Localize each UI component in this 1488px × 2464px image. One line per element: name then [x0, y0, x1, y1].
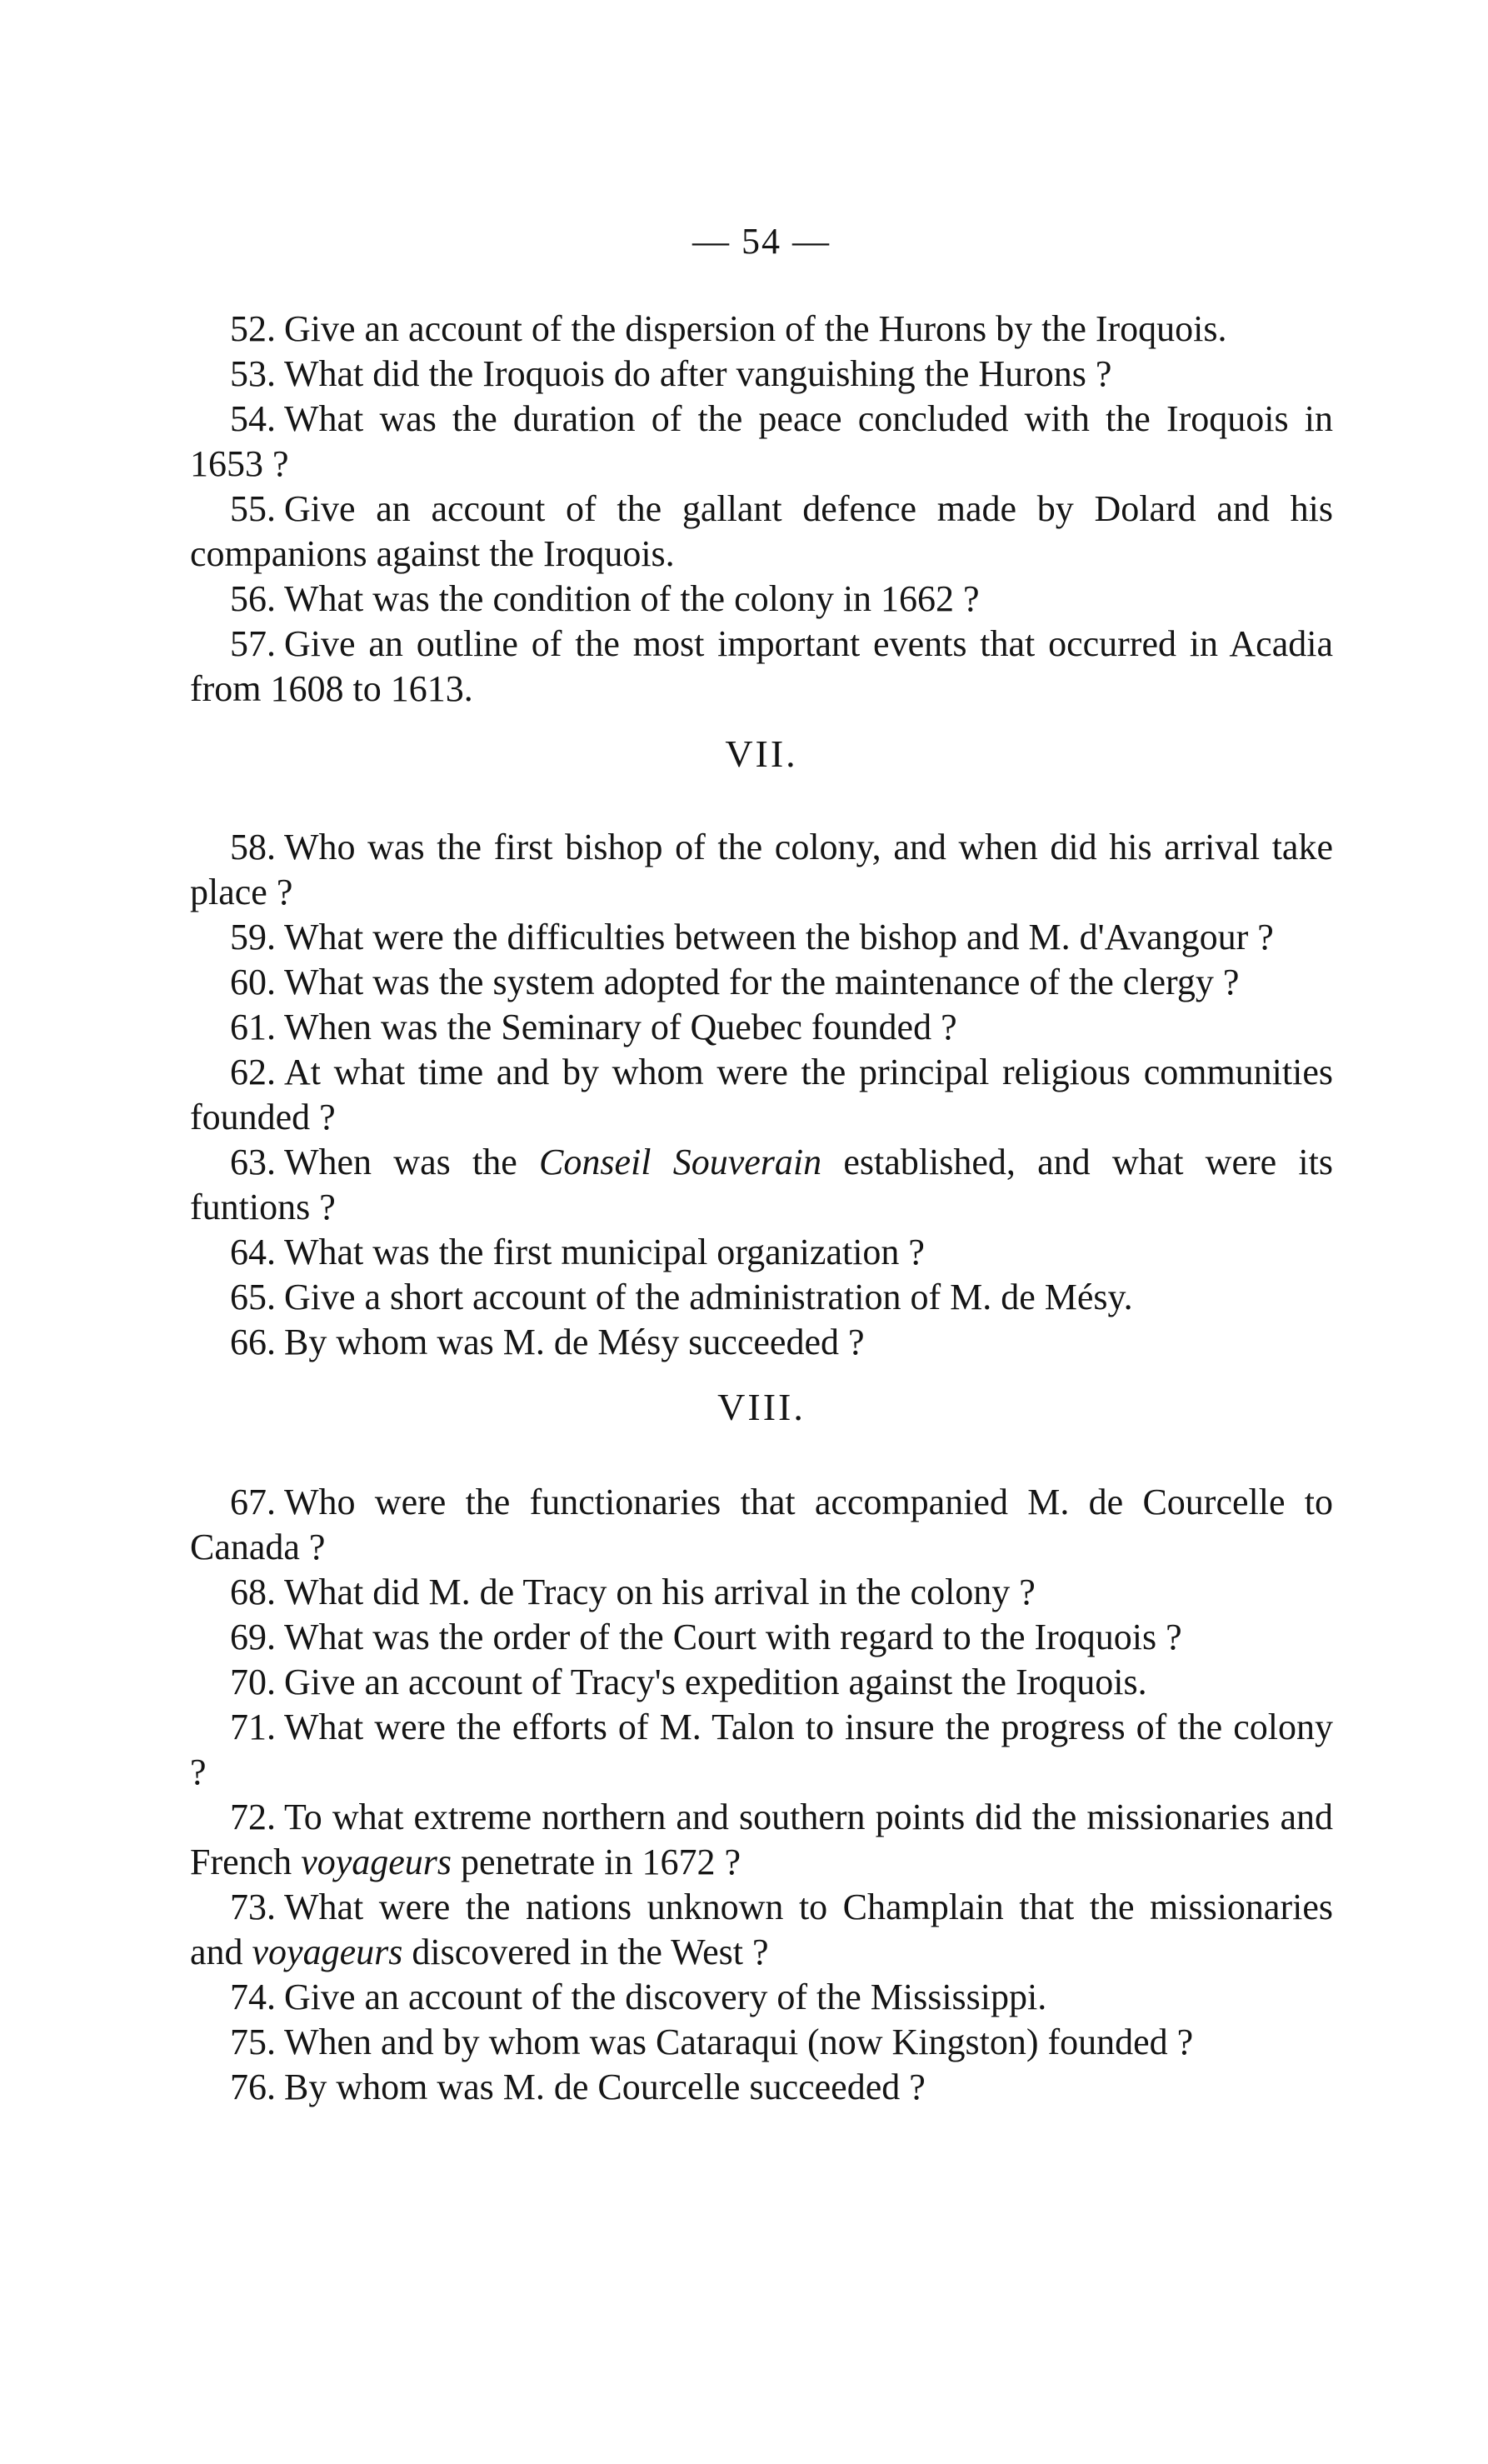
question-text: What was the system adopted for the maintenance of the clergy ?: [284, 962, 1240, 1002]
question-61: [190, 1005, 1333, 1050]
question-65: [190, 1275, 1333, 1320]
question-text-start: When was the: [284, 1142, 539, 1182]
question-number: 76.: [230, 2067, 276, 2107]
question-text: Give an account of the gallant defence made by Dolard and his companions against the Iroquois.: [190, 488, 1333, 574]
italic-term: voyageurs: [301, 1842, 452, 1882]
question-text: Who were the functionaries that accompanied M. de Courcelle to Canada ?: [190, 1482, 1333, 1567]
section-heading-viii: VIII.: [717, 1386, 806, 1428]
question-53: [190, 352, 1333, 397]
question-69: [190, 1615, 1333, 1660]
question-76: [190, 2065, 1333, 2110]
question-71: [190, 1705, 1333, 1795]
question-54: [190, 397, 1333, 487]
question-70: [190, 1660, 1333, 1705]
question-58: [190, 825, 1333, 915]
question-62: [190, 1050, 1333, 1140]
question-text: When was the Seminary of Quebec founded ?: [284, 1007, 957, 1047]
question-text: Who was the first bishop of the colony, and when did his arrival take place ?: [190, 827, 1333, 912]
question-75: [190, 2020, 1333, 2065]
question-number: 72.: [230, 1797, 276, 1837]
question-text: What were the difficulties between the bishop and M. d'Avangour ?: [284, 917, 1274, 957]
question-text-start: To what extreme northern and southern points did the missionaries and French: [190, 1797, 1333, 1882]
question-56: [190, 577, 1333, 622]
question-number: 69.: [230, 1617, 276, 1657]
question-text: Give an account of the discovery of the Mississippi.: [284, 1977, 1047, 2017]
question-text-end: established, and what were its funtions ?: [190, 1142, 1333, 1227]
question-number: 53.: [230, 353, 276, 394]
question-68: [190, 1570, 1333, 1615]
question-59: [190, 915, 1333, 960]
question-text-end: penetrate in 1672 ?: [452, 1842, 742, 1882]
italic-term: voyageurs: [252, 1932, 403, 1972]
question-text: What was the first municipal organization ?: [284, 1232, 925, 1272]
question-text: What was the duration of the peace concluded with the Iroquois in 1653 ?: [190, 398, 1333, 484]
question-number: 64.: [230, 1232, 276, 1272]
question-number: 73.: [230, 1887, 276, 1927]
question-text: What was the condition of the colony in 1662 ?: [284, 578, 980, 619]
question-text: By whom was M. de Mésy succeeded ?: [284, 1322, 865, 1362]
question-number: 65.: [230, 1277, 276, 1317]
question-text: When and by whom was Cataraqui (now Kingston) founded ?: [284, 2022, 1194, 2062]
question-text: Give a short account of the administration of M. de Mésy.: [284, 1277, 1133, 1317]
question-number: 71.: [230, 1707, 276, 1747]
question-67: [190, 1480, 1333, 1570]
question-text-start: What were the nations unknown to Champlain that the missionaries and: [190, 1887, 1333, 1972]
section-heading-vii: VII.: [725, 732, 798, 775]
question-text: Give an outline of the most important events that occurred in Acadia from 1608 to 1613.: [190, 623, 1333, 709]
question-text: What were the efforts of M. Talon to insure the progress of the colony ?: [190, 1707, 1333, 1792]
question-57: [190, 622, 1333, 712]
document-page: [190, 0, 1333, 2464]
question-52: [190, 307, 1333, 352]
question-number: 52.: [230, 308, 276, 349]
italic-term: Conseil Souverain: [539, 1142, 822, 1182]
question-72: [190, 1795, 1333, 1885]
question-66: [190, 1320, 1333, 1365]
question-74: [190, 1975, 1333, 2020]
question-number: 70.: [230, 1662, 276, 1702]
question-number: 54.: [230, 398, 276, 439]
question-text: Give an account of Tracy's expedition against the Iroquois.: [284, 1662, 1147, 1702]
question-text: Give an account of the dispersion of the Hurons by the Iroquois.: [284, 308, 1227, 349]
question-number: 55.: [230, 488, 276, 529]
question-63: [190, 1140, 1333, 1230]
question-text: What was the order of the Court with regard to the Iroquois ?: [284, 1617, 1182, 1657]
question-number: 61.: [230, 1007, 276, 1047]
question-text-end: discovered in the West ?: [402, 1932, 769, 1972]
question-number: 66.: [230, 1322, 276, 1362]
question-60: [190, 960, 1333, 1005]
question-number: 60.: [230, 962, 276, 1002]
question-number: 75.: [230, 2022, 276, 2062]
question-text: What did M. de Tracy on his arrival in the colony ?: [284, 1572, 1036, 1612]
question-number: 59.: [230, 917, 276, 957]
question-number: 62.: [230, 1052, 276, 1092]
question-55: [190, 487, 1333, 577]
question-number: 67.: [230, 1482, 276, 1522]
question-text: By whom was M. de Courcelle succeeded ?: [284, 2067, 926, 2107]
question-number: 74.: [230, 1977, 276, 2017]
question-number: 63.: [230, 1142, 276, 1182]
question-number: 68.: [230, 1572, 276, 1612]
question-73: [190, 1885, 1333, 1975]
question-number: 58.: [230, 827, 276, 867]
question-text: What did the Iroquois do after vanguishing the Hurons ?: [284, 353, 1112, 394]
question-64: [190, 1230, 1333, 1275]
question-number: 57.: [230, 623, 276, 664]
page-number: — 54 —: [692, 221, 831, 262]
question-number: 56.: [230, 578, 276, 619]
question-text: At what time and by whom were the principal religious communities founded ?: [190, 1052, 1333, 1137]
question-list: [190, 307, 1333, 2110]
